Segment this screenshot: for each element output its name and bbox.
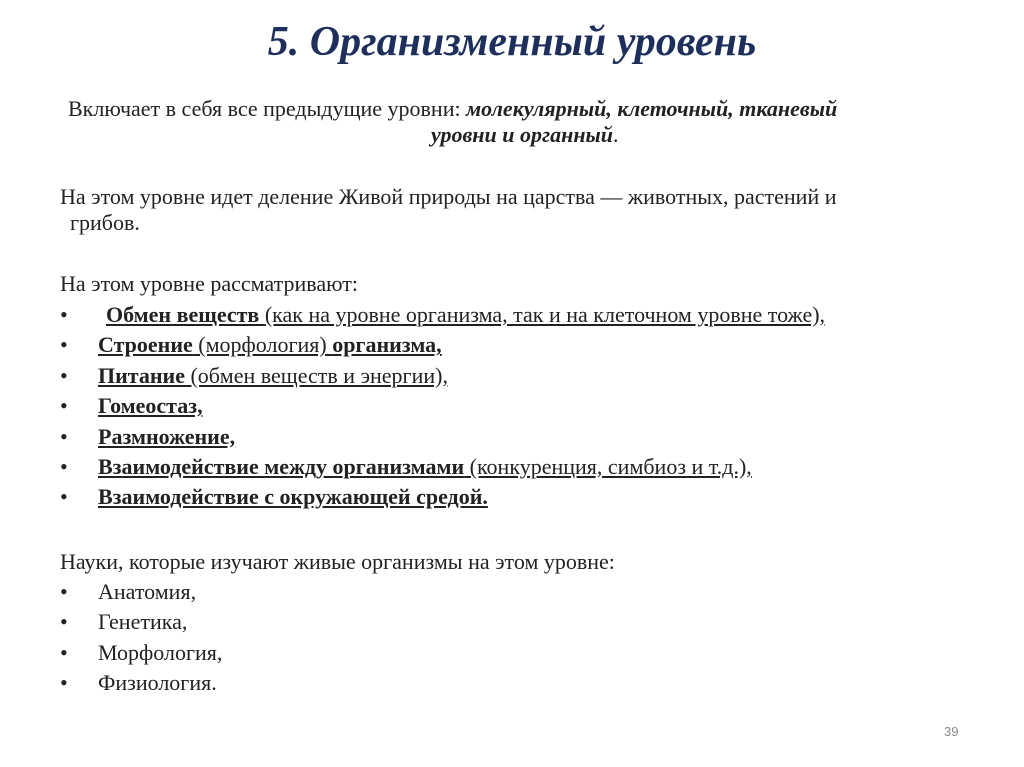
item-bold: Обмен веществ: [106, 302, 265, 327]
list-item: [60, 361, 990, 391]
intro-terms-line2: уровни и органный: [431, 122, 614, 147]
bullet: •: [60, 332, 68, 358]
item-bold: Взаимодействие с окружающей средой.: [98, 484, 488, 510]
list-item: [60, 482, 990, 512]
sciences-list: [60, 577, 990, 699]
bullet: •: [60, 453, 68, 479]
considered-heading: На этом уровне рассматривают:: [60, 271, 358, 296]
list-item: [60, 577, 990, 607]
intro-end: .: [613, 122, 619, 147]
bullet: •: [60, 423, 68, 449]
item-bold2: организма,: [332, 332, 442, 358]
bullet: •: [60, 302, 68, 327]
division-paragraph: [60, 184, 980, 236]
science-item: Генетика,: [98, 609, 188, 635]
intro-paragraph: [68, 96, 988, 148]
list-item: [60, 330, 990, 360]
item-mid: (морфология): [192, 332, 333, 358]
science-item: Физиология.: [98, 670, 217, 696]
division-line1: На этом уровне идет деление Живой природы на царства — животных, растений и: [60, 184, 837, 209]
list-item: [60, 607, 990, 637]
item-rest: (обмен веществ и энергии),: [184, 362, 448, 388]
page-number: 39: [944, 724, 959, 739]
item-bold: Размножение,: [98, 423, 236, 449]
considered-list: [60, 300, 990, 513]
bullet: •: [60, 670, 68, 696]
item-rest: (конкуренция, симбиоз и т.д.),: [464, 453, 752, 479]
intro-lead: Включает в себя все предыдущие уровни:: [68, 96, 467, 121]
list-item: [60, 668, 990, 698]
item-bold: Взаимодействие между организмами: [98, 453, 465, 479]
bullet: •: [60, 362, 68, 388]
bullet: •: [60, 484, 68, 510]
list-item: [60, 452, 990, 482]
item-bold: Гомеостаз,: [98, 393, 203, 419]
item-bold: Питание: [98, 362, 185, 388]
bullet: •: [60, 393, 68, 419]
item-bold: Строение: [98, 332, 193, 358]
division-line2: грибов.: [70, 210, 140, 235]
science-item: Анатомия,: [98, 579, 197, 604]
intro-terms-line1: молекулярный, клеточный, тканевый: [466, 96, 838, 121]
list-item: [60, 300, 990, 330]
item-rest: (как на уровне организма, так и на клеточном уровне тоже),: [264, 302, 826, 327]
list-item: [60, 638, 990, 668]
list-item: [60, 391, 990, 421]
bullet: •: [60, 609, 68, 635]
slide-title: 5. Организменный уровень: [267, 19, 757, 65]
bullet: •: [60, 639, 68, 665]
science-item: Морфология,: [98, 639, 223, 665]
sciences-heading: Науки, которые изучают живые организмы на этом уровне:: [60, 549, 615, 574]
bullet: •: [60, 579, 68, 604]
list-item: [60, 422, 990, 452]
